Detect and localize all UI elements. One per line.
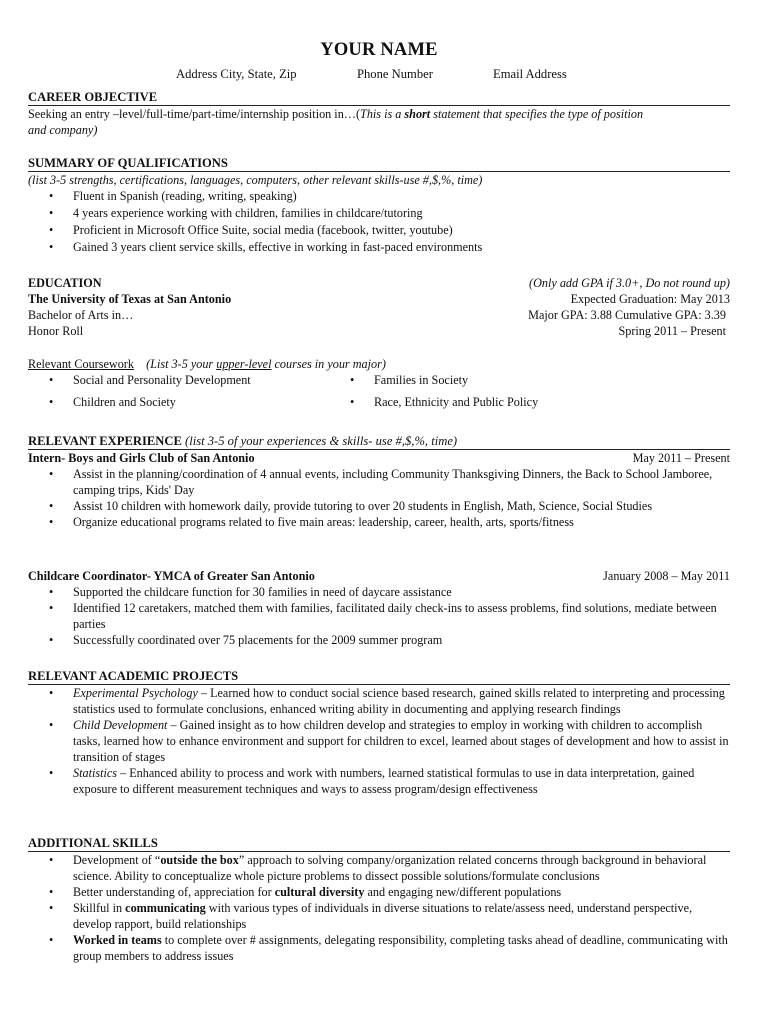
- job-title: Intern- Boys and Girls Club of San Antonio: [28, 451, 255, 465]
- coursework-right-list: [329, 372, 729, 416]
- list-item: • Experimental Psychology – Learned how to conduct social science based research, gained skills related to interpreting and processing statistics used to formulate conclusions, enhanced writing ability in documenting and applying research findings: [28, 685, 730, 717]
- job-list: [28, 584, 730, 648]
- list-item: • Assist 10 children with homework daily, provide tutoring to over 20 students in English, Math, Science, Social Studies: [28, 498, 730, 514]
- coursework-left-list: [28, 372, 348, 416]
- coursework-label: Relevant Coursework: [28, 357, 134, 371]
- honor: Honor Roll: [28, 324, 84, 338]
- list-item: • Identified 12 caretakers, matched them with families, facilitated daily check-ins to assess problems, find solutions, mediate between parties: [28, 600, 730, 632]
- job-list: [28, 466, 730, 530]
- list-item: • Children and Society: [28, 394, 348, 416]
- list-item: • Families in Society: [329, 372, 729, 394]
- summary-list: [28, 188, 730, 256]
- list-item: • Worked in teams to complete over # assignments, delegating responsibility, completing tasks ahead of deadline, communicating with group members to address issues: [28, 932, 730, 964]
- degree: Bachelor of Arts in…: [28, 308, 134, 322]
- list-item: • 4 years experience working with children, families in childcare/tutoring: [28, 205, 730, 222]
- honor-dates: Spring 2011 – Present: [618, 324, 726, 338]
- school-name: The University of Texas at San Antonio: [28, 292, 232, 306]
- skills-section: [28, 836, 730, 964]
- experience-job-2: [28, 568, 730, 648]
- projects-list: [28, 685, 730, 797]
- job-dates: May 2011 – Present: [632, 451, 730, 465]
- experience-heading: RELEVANT EXPERIENCE (list 3-5 of your experiences & skills- use #,$,%, time): [28, 434, 730, 450]
- contact-address: Address City, State, Zip: [176, 67, 297, 81]
- contact-email: Email Address: [493, 67, 567, 81]
- career-objective-heading: CAREER OBJECTIVE: [28, 90, 730, 106]
- list-item: • Statistics – Enhanced ability to process and work with numbers, learned statistical formulas to use in data interpretation, gained exposure to different measurement techniques and ways to assess program/design effectiveness: [28, 765, 730, 797]
- list-item: • Gained 3 years client service skills, effective in working in fast-paced environments: [28, 239, 730, 256]
- graduation-date: Expected Graduation: May 2013: [570, 292, 730, 306]
- education-heading: EDUCATION: [28, 276, 102, 290]
- list-item: • Skillful in communicating with various types of individuals in diverse situations to relate/assess need, understand perspective, develop rapport, build relationships: [28, 900, 730, 932]
- list-item: • Successfully coordinated over 75 placements for the 2009 summer program: [28, 632, 730, 648]
- projects-section: [28, 669, 730, 797]
- projects-heading: RELEVANT ACADEMIC PROJECTS: [28, 669, 730, 685]
- list-item: • Better understanding of, appreciation for cultural diversity and engaging new/different populations: [28, 884, 730, 900]
- career-objective-text: Seeking an entry –level/full-time/part-time/internship position in…(This is a short statement that specifies the type of position and company): [28, 107, 644, 137]
- list-item: • Race, Ethnicity and Public Policy: [329, 394, 729, 416]
- list-item: • Assist in the planning/coordination of 4 annual events, including Community Thanksgiving Dinners, the Back to School Jamboree, camping trips, Kids' Day: [28, 466, 730, 498]
- skills-heading: ADDITIONAL SKILLS: [28, 836, 730, 852]
- summary-note: (list 3-5 strengths, certifications, languages, computers, other relevant skills-use #,$,%, time): [28, 173, 483, 187]
- list-item: • Supported the childcare function for 30 families in need of daycare assistance: [28, 584, 730, 600]
- resume-name: YOUR NAME: [320, 40, 438, 60]
- summary-section: [28, 156, 730, 256]
- list-item: • Social and Personality Development: [28, 372, 348, 394]
- gpa-note: (Only add GPA if 3.0+, Do not round up): [529, 276, 730, 290]
- summary-heading: SUMMARY OF QUALIFICATIONS: [28, 156, 730, 172]
- experience-section: [28, 434, 730, 530]
- list-item: • Organize educational programs related to five main areas: leadership, career, health, arts, sports/fitness: [28, 514, 730, 530]
- list-item: • Child Development – Gained insight as to how children develop and strategies to employ in working with children to accomplish tasks, learned how to enhance environment and support for children to excel, learned about stages of development and how to assist in transition of stages: [28, 717, 730, 765]
- list-item: • Proficient in Microsoft Office Suite, social media (facebook, twitter, youtube): [28, 222, 730, 239]
- coursework-section: [28, 356, 730, 416]
- job-title: Childcare Coordinator- YMCA of Greater San Antonio: [28, 569, 315, 583]
- career-objective-section: [28, 90, 730, 138]
- contact-phone: Phone Number: [357, 67, 433, 81]
- list-item: • Fluent in Spanish (reading, writing, speaking): [28, 188, 730, 205]
- education-section: [28, 275, 730, 339]
- skills-list: [28, 852, 730, 964]
- list-item: • Development of “outside the box” approach to solving company/organization related concerns through background in behavioral science. Ability to conceptualize whole picture problems to dissect possible solutions/formulate conclusions: [28, 852, 730, 884]
- gpa: Major GPA: 3.88 Cumulative GPA: 3.39: [528, 308, 726, 322]
- coursework-line: Relevant Coursework (List 3-5 your upper-level courses in your major): [28, 357, 386, 371]
- job-dates: January 2008 – May 2011: [603, 569, 730, 583]
